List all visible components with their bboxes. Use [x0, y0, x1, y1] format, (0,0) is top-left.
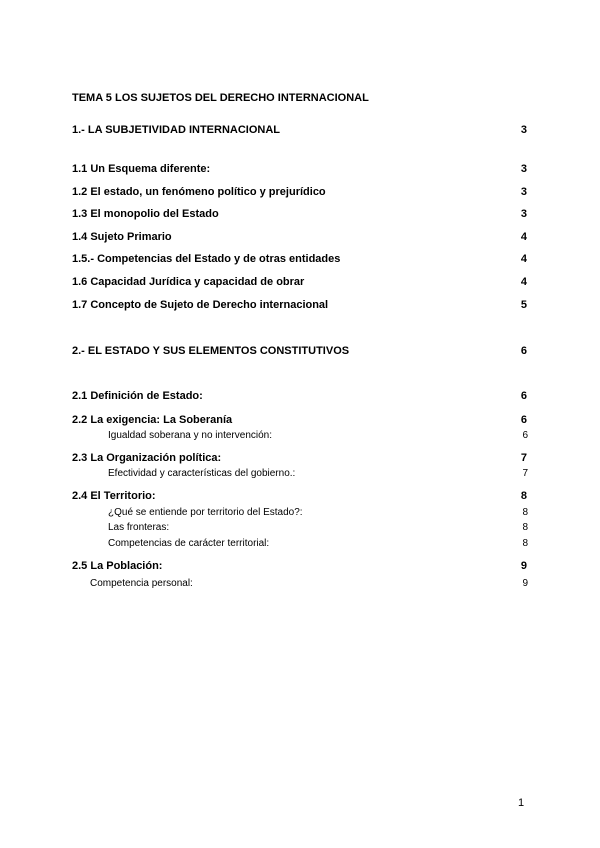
toc-label: 1.3 El monopolio del Estado — [72, 208, 219, 220]
toc-entry[interactable] — [108, 522, 528, 536]
toc-entry[interactable] — [72, 414, 527, 428]
toc-page: 8 — [520, 490, 527, 502]
toc-page: 4 — [520, 253, 527, 265]
toc-page: 3 — [520, 124, 527, 136]
toc-page: 5 — [520, 299, 527, 311]
toc-label: Competencia personal: — [90, 578, 193, 589]
toc-label: Efectividad y características del gobierno.: — [108, 468, 296, 479]
toc-page: 7 — [520, 452, 527, 464]
toc-entry[interactable] — [108, 430, 528, 444]
toc-label: ¿Qué se entiende por territorio del Estado?: — [108, 507, 303, 518]
toc-label: 1.2 El estado, un fenómeno político y prejurídico — [72, 186, 326, 198]
toc-entry[interactable] — [72, 345, 527, 359]
toc-page: 7 — [522, 468, 528, 479]
toc-entry[interactable] — [72, 124, 527, 138]
toc-page: 4 — [520, 231, 527, 243]
toc-page: 4 — [520, 276, 527, 288]
toc-page: 8 — [522, 522, 528, 533]
toc-label: 2.3 La Organización política: — [72, 452, 222, 464]
toc-label: 1.1 Un Esquema diferente: — [72, 163, 211, 175]
toc-entry[interactable] — [108, 507, 528, 521]
toc-entry[interactable] — [108, 468, 528, 482]
toc-entry[interactable] — [72, 560, 527, 574]
toc-page: 3 — [520, 208, 527, 220]
toc-label: 1.5.- Competencias del Estado y de otras entidades — [72, 253, 341, 265]
toc-entry[interactable] — [72, 490, 527, 504]
toc-entry[interactable] — [72, 163, 527, 177]
toc-page: 3 — [520, 163, 527, 175]
toc-page: 6 — [522, 430, 528, 441]
toc-label: Igualdad soberana y no intervención: — [108, 430, 273, 441]
toc-label: 2.1 Definición de Estado: — [72, 390, 203, 402]
toc-entry[interactable] — [72, 276, 527, 290]
page-number: 1 — [518, 797, 525, 809]
toc-entry[interactable] — [72, 231, 527, 245]
toc-page: 6 — [520, 414, 527, 426]
toc-entry[interactable] — [90, 578, 528, 592]
toc-label: 1.6 Capacidad Jurídica y capacidad de obrar — [72, 276, 305, 288]
document-title: TEMA 5 LOS SUJETOS DEL DERECHO INTERNACIONAL — [72, 92, 369, 104]
toc-label: 1.4 Sujeto Primario — [72, 231, 172, 243]
toc-entry[interactable] — [72, 208, 527, 222]
toc-page: 3 — [520, 186, 527, 198]
toc-entry[interactable] — [72, 186, 527, 200]
toc-entry[interactable] — [108, 538, 528, 552]
toc-entry[interactable] — [72, 253, 527, 267]
toc-label: 2.5 La Población: — [72, 560, 163, 572]
toc-label: 2.4 El Territorio: — [72, 490, 156, 502]
toc-label: 2.- EL ESTADO Y SUS ELEMENTOS CONSTITUTIVOS — [72, 345, 350, 357]
toc-page: 8 — [522, 538, 528, 549]
toc-entry[interactable] — [72, 299, 527, 313]
toc-label: 2.2 La exigencia: La Soberanía — [72, 414, 233, 426]
toc-label: Competencias de carácter territorial: — [108, 538, 270, 549]
toc-page: 9 — [522, 578, 528, 589]
toc-label: Las fronteras: — [108, 522, 170, 533]
toc-page: 6 — [520, 390, 527, 402]
toc-page: 9 — [520, 560, 527, 572]
toc-entry[interactable] — [72, 390, 527, 404]
toc-label: 1.- LA SUBJETIVIDAD INTERNACIONAL — [72, 124, 280, 136]
toc-label: 1.7 Concepto de Sujeto de Derecho internacional — [72, 299, 329, 311]
toc-page: 6 — [520, 345, 527, 357]
toc-entry[interactable] — [72, 452, 527, 466]
toc-page: 8 — [522, 507, 528, 518]
